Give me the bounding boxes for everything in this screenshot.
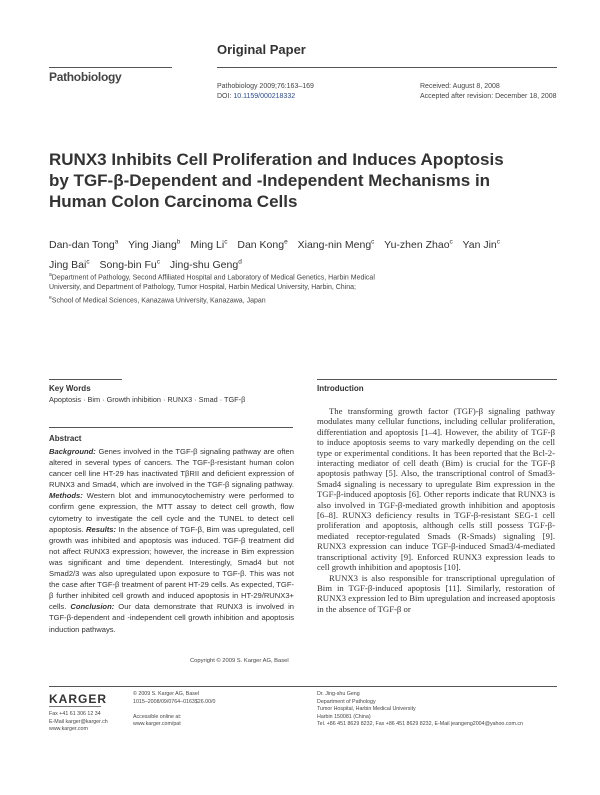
article-title: RUNX3 Inhibits Cell Proliferation and Induces Apoptosis by TGF-β-Dependent and -Independent Mechanisms in Human Colon Carcinoma Cells [49, 150, 504, 211]
introduction-title: Introduction [317, 384, 364, 393]
doi-line [217, 92, 314, 102]
author-affiliation-sup: c [449, 238, 453, 245]
keywords-title: Key Words [49, 384, 91, 393]
sup-a: a [49, 272, 52, 278]
publisher-fax: Fax +41 61 306 12 34 [49, 711, 101, 717]
publisher-email[interactable]: E-Mail karger@karger.ch [49, 718, 108, 725]
background-text: Genes involved in the TGF-β signaling pathway are often altered in several types of cancers. The TGF-β-resistant human colon cancer cell line HT-29 has inactivated TβRII and deficient expression of RUNX3 and Smad4, which are involved in the TGF-β signaling pathway. [49, 447, 294, 490]
affiliation-line-1 [49, 270, 549, 283]
author-name: Yan Jin [462, 238, 497, 251]
affiliations [49, 270, 549, 307]
intro-paragraph-1: The transforming growth factor (TGF)-β signaling pathway modulates many cellular functions, including cellular proliferation, differentiation and apoptosis [1–4]. However, the ability of TGF-β to induce apoptosis seems to vary markedly depending on the cell type or experimental conditions. It has been reported that the Bcl-2-interacting mediator of cell death (Bim) is crucial for the TGF-β apoptosis pathway [5]. Also, the transcriptional control of Smad3-Smad4 signaling is necessary to upregulate Bim expression in the TGF-β-induced apoptosis [6]. Other reports indicate that RUNX3 is also involved in TGF-β-mediated growth inhibition and apoptosis [6–8]. RUNX3 deficiency results in TGF-β-resistant SEG-1 cell proliferation and apoptosis, although cells still possess TGF-β-mediated receptor-regulated Smads (R-Smads) signaling [9]. RUNX3 expression can induce TGF-β-induced Smad3/4-mediated transcriptional activity [9]. Enforced RUNX3 expression leads to cell growth inhibition and apoptosis [10]. [317, 406, 555, 573]
online-label: Accessible online at: [133, 713, 182, 720]
author-affiliation-sup: d [238, 258, 242, 266]
keywords-rule [49, 379, 122, 380]
received-date: Received: August 8, 2008 [420, 83, 500, 90]
affiliation-line-2 [49, 283, 549, 293]
author-name: Song-bin Fu [99, 259, 157, 271]
abstract-body [49, 446, 294, 635]
doi-link[interactable]: 10.1159/000218332 [233, 93, 296, 100]
background-label: Background: [49, 447, 96, 456]
author-name: Ming Li [190, 238, 225, 251]
publisher-logo: KARGER [49, 692, 108, 706]
author-name: Xiang-nin Meng [297, 238, 372, 251]
journal-logo: Pathobiology [49, 70, 122, 84]
author-affiliation-sup: a [114, 238, 119, 245]
citation-line: Pathobiology 2009;76:163–169 [217, 83, 314, 90]
publisher-web[interactable]: www.karger.com [49, 726, 88, 732]
corr-name: Dr. Jing-shu Geng [317, 691, 360, 697]
footer-rule [49, 686, 557, 687]
doi-prefix: DOI: [217, 93, 234, 100]
author [190, 239, 227, 251]
affiliation-text-3: School of Medical Sciences, Kanazawa University, Kanazawa, Japan [51, 297, 266, 305]
corr-hospital: Tumor Hospital, Harbin Medical University [317, 706, 416, 712]
author [463, 239, 501, 251]
affiliation-text-2: University, and Department of Pathology, Tumor Hospital, Harbin Medical University, Harbin, China; [49, 284, 356, 292]
author [49, 239, 118, 251]
intro-paragraph-2: RUNX3 is also responsible for transcriptional upregulation of Bim in TGF-β-induced apoptosis [11]. Similarly, restoration of RUNX3 expression led to Bim upregulation and increased apoptosis in the absence of TGF-β or [317, 572, 555, 614]
publisher-logo-rule [49, 706, 101, 707]
author-affiliation-sup: c [156, 258, 160, 266]
abstract-rule [49, 427, 293, 428]
methods-text: Western blot and immunocytochemistry were performed to confirm gene expression, the MTT assay to detect cell growth, flow cytometry to investigate the cell cycle and the TUNEL to detect cell apoptosis. [49, 491, 294, 534]
results-text: In the absence of TGF-β, Bim was upregulated, cell growth was inhibited and apoptosis was induced. TGF-β treatment did not affect RUNX3 expression; however, the increase in Bim expression was significant and time dependent. Interestingly, Smad4 but not Smad2/3 was also upregulated upon exposure to TGF-β. This was not the case after TGF-β treatment of parent HT-29 cells. As expected, TGF-β further inhibited cell growth and induced apoptosis in HT-29/RUNX3+ cells. [49, 524, 294, 612]
corr-contact: Tel. +86 451 8629 8232, Fax +86 451 8629 8232, E-Mail jeangeng2004@yahoo.com.cn [317, 721, 523, 727]
author-affiliation-sup: c [371, 238, 375, 245]
author-affiliation-sup: e [284, 238, 288, 245]
article-type: Original Paper [217, 42, 306, 57]
footer-spacer [133, 706, 215, 714]
header-rule-left [49, 67, 172, 68]
affiliation-line-3 [49, 293, 549, 306]
author [128, 239, 180, 251]
author-name: Dan Kong [237, 238, 285, 251]
footer-issn: 1015–2008/09/0764–0163$26.00/0 [133, 698, 216, 705]
citation [217, 82, 314, 102]
introduction-body [317, 406, 555, 614]
publisher-contact [49, 711, 108, 734]
author-name: Jing Bai [49, 259, 87, 271]
copyright-info [133, 691, 215, 729]
author-name: Dan-dan Tong [49, 238, 115, 251]
article-dates [420, 82, 557, 102]
abstract-title: Abstract [49, 434, 82, 443]
affiliation-text-1: Department of Pathology, Second Affiliated Hospital and Laboratory of Medical Genetics, Harbin Medical [51, 274, 375, 282]
author-affiliation-sup: c [86, 258, 90, 266]
conclusion-label: Conclusion: [70, 602, 115, 612]
introduction-rule [317, 379, 557, 380]
corresponding-author [317, 691, 523, 729]
sup-e: e [49, 295, 52, 302]
accepted-date: Accepted after revision: December 18, 2008 [420, 93, 557, 100]
author-affiliation-sup: b [176, 238, 181, 245]
author-affiliation-sup: c [496, 238, 501, 245]
author [298, 239, 375, 251]
author-affiliation-sup: c [224, 238, 228, 245]
header-rule-right [217, 67, 557, 68]
author-name: Ying Jiang [128, 238, 177, 251]
footer-copyright: © 2009 S. Karger AG, Basel [133, 691, 200, 697]
conclusion-text: Our data demonstrate that RUNX3 is involved in TGF-β-dependent and -independent cell growth inhibition and apoptosis induction pathways. [49, 602, 294, 634]
keywords-list: Apoptosis · Bim · Growth inhibition · RUNX3 · Smad · TGF-β [49, 395, 246, 404]
abstract-copyright: Copyright © 2009 S. Karger AG, Basel [190, 658, 289, 664]
corr-city: Harbin 150081 (China) [317, 713, 371, 720]
author-list [49, 233, 549, 274]
author [237, 239, 287, 251]
online-url[interactable]: www.karger.com/pat [133, 721, 181, 727]
results-label: Results: [86, 524, 117, 534]
corr-dept: Department of Pathology [317, 698, 376, 705]
author-name: Jing-shu Geng [169, 259, 239, 271]
author-name: Yu-zhen Zhao [384, 238, 450, 251]
methods-label: Methods: [49, 491, 83, 501]
author [384, 239, 453, 251]
